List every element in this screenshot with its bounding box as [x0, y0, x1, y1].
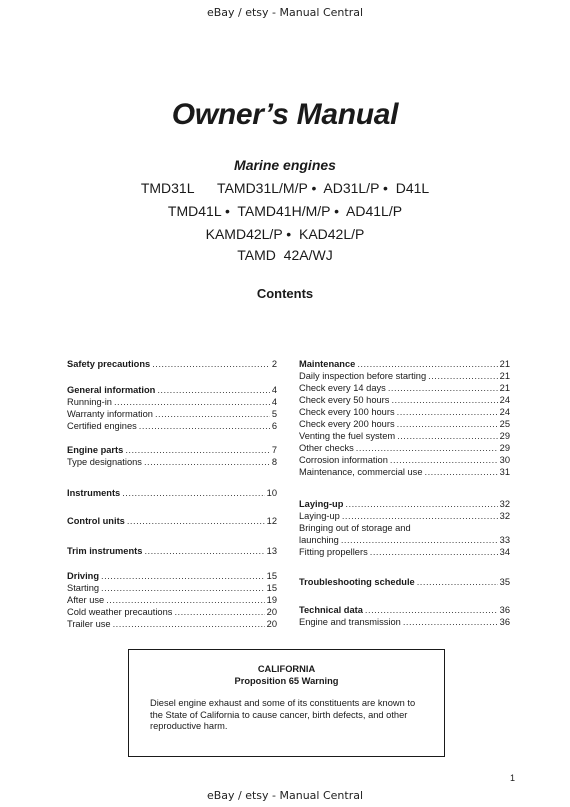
toc-entry-title: Maintenance, commercial use [299, 467, 423, 477]
toc-section-heading [67, 384, 277, 396]
toc-entry-title: Control units [67, 516, 125, 526]
toc-entry [67, 606, 277, 618]
toc-entry-title: Technical data [299, 605, 363, 615]
toc-leader-dots [391, 394, 497, 406]
toc-entry-title: Daily inspection before starting [299, 371, 427, 381]
toc-page-number: 32 [499, 499, 510, 509]
toc-entry-title: Corrosion information [299, 455, 388, 465]
model-line: KAMD42L/P • KAD42L/P [205, 226, 365, 242]
toc-entry [299, 522, 510, 534]
toc-entry-title: Troubleshooting schedule [299, 577, 415, 587]
toc-leader-dots [397, 406, 498, 418]
toc-page-number: 10 [266, 488, 277, 498]
toc-page-number: 20 [266, 619, 277, 629]
toc-section-heading [67, 515, 277, 527]
toc-entry-title: Instruments [67, 488, 121, 498]
toc-entry-title: Bringing out of storage and [299, 523, 411, 533]
toc-leader-dots [425, 466, 498, 478]
toc-page-number: 2 [271, 359, 277, 369]
toc-entry-title: Laying-up [299, 511, 340, 521]
toc-entry-title: Laying-up [299, 499, 344, 509]
toc-page-number: 36 [499, 617, 510, 627]
model-line: TAMD 42A/WJ [237, 247, 333, 263]
toc-page-number: 15 [266, 583, 277, 593]
toc-entry-title: Driving [67, 571, 100, 581]
toc-entry [299, 406, 510, 418]
toc-leader-dots [101, 582, 265, 594]
toc-leader-dots [403, 616, 498, 628]
toc-entry [299, 442, 510, 454]
toc-page-number: 32 [499, 511, 510, 521]
toc-leader-dots [125, 444, 270, 456]
watermark-bottom: eBay / etsy - Manual Central [206, 789, 364, 802]
toc-page-number: 13 [266, 546, 277, 556]
toc-entry-title: Maintenance [299, 359, 356, 369]
toc-section-heading [67, 358, 277, 370]
toc-entry [67, 456, 277, 468]
toc-entry [299, 394, 510, 406]
toc-leader-dots [397, 418, 498, 430]
toc-section-heading [67, 545, 277, 557]
toc-entry-title: Safety precautions [67, 359, 151, 369]
toc-entry-title: Engine and transmission [299, 617, 401, 627]
toc-leader-dots [174, 606, 264, 618]
toc-leader-dots [365, 604, 498, 616]
toc-leader-dots [144, 545, 264, 557]
toc-entry [67, 582, 277, 594]
toc-entry-title: Other checks [299, 443, 354, 453]
toc-entry-title: Starting [67, 583, 100, 593]
toc-leader-dots [388, 382, 498, 394]
toc-page-number: 24 [499, 407, 510, 417]
toc-leader-dots [428, 370, 498, 382]
toc-entry [299, 616, 510, 628]
toc-section-heading [299, 358, 510, 370]
toc-leader-dots [106, 594, 264, 606]
subtitle: Marine engines [234, 157, 336, 173]
toc-entry [67, 396, 277, 408]
toc-entry [299, 546, 510, 558]
toc-section-heading [299, 498, 510, 510]
toc-leader-dots [139, 420, 270, 432]
toc-entry [299, 454, 510, 466]
warning-subtitle: Proposition 65 Warning [234, 676, 339, 686]
toc-leader-dots [390, 454, 498, 466]
toc-leader-dots [417, 576, 498, 588]
toc-entry-title: Running-in [67, 397, 112, 407]
toc-page-number: 4 [271, 385, 277, 395]
warning-title: CALIFORNIA [257, 664, 316, 674]
toc-entry-title: Venting the fuel system [299, 431, 396, 441]
prop65-warning-box [128, 649, 445, 757]
page-number: 1 [510, 773, 516, 783]
toc-page-number: 21 [499, 359, 510, 369]
toc-entry-title: Check every 100 hours [299, 407, 395, 417]
toc-page-number: 24 [499, 395, 510, 405]
toc-entry-title: After use [67, 595, 105, 605]
model-line: TMD41L • TAMD41H/M/P • AD41L/P [167, 203, 403, 219]
toc-entry-title: Engine parts [67, 445, 124, 455]
toc-page-number: 34 [499, 547, 510, 557]
toc-page-number: 7 [271, 445, 277, 455]
toc-entry [299, 466, 510, 478]
toc-leader-dots [357, 358, 497, 370]
toc-leader-dots [370, 546, 498, 558]
toc-entry [299, 418, 510, 430]
toc-section-heading [67, 487, 277, 499]
contents-heading: Contents [256, 286, 314, 301]
toc-page-number: 12 [266, 516, 277, 526]
toc-section-heading [299, 604, 510, 616]
toc-leader-dots [144, 456, 270, 468]
toc-entry-title: Trailer use [67, 619, 111, 629]
toc-page-number: 31 [499, 467, 510, 477]
toc-page-number: 19 [266, 595, 277, 605]
toc-entry-title: Warranty information [67, 409, 153, 419]
toc-page-number: 36 [499, 605, 510, 615]
toc-entry [67, 618, 277, 630]
toc-entry-title: Trim instruments [67, 546, 143, 556]
toc-entry-title: Fitting propellers [299, 547, 368, 557]
toc-entry [67, 408, 277, 420]
toc-entry [67, 420, 277, 432]
toc-entry [299, 382, 510, 394]
toc-page-number: 15 [266, 571, 277, 581]
toc-page-number: 5 [271, 409, 277, 419]
toc-page-number: 21 [499, 383, 510, 393]
toc-section-heading [67, 570, 277, 582]
toc-entry-title: Type designations [67, 457, 142, 467]
toc-page-number: 35 [499, 577, 510, 587]
toc-page-number: 6 [271, 421, 277, 431]
toc-leader-dots [152, 358, 270, 370]
toc-leader-dots [155, 408, 270, 420]
watermark-top: eBay / etsy - Manual Central [206, 6, 364, 19]
model-line: TMD31L TAMD31L/M/P • AD31L/P • D41L [140, 180, 430, 196]
toc-entry [299, 370, 510, 382]
toc-entry-title: Cold weather precautions [67, 607, 173, 617]
toc-entry [299, 534, 510, 546]
toc-entry [299, 430, 510, 442]
toc-entry-title: Check every 14 days [299, 383, 386, 393]
toc-page-number: 20 [266, 607, 277, 617]
toc-leader-dots [127, 515, 265, 527]
toc-leader-dots [345, 498, 497, 510]
toc-leader-dots [397, 430, 498, 442]
toc-page-number: 33 [499, 535, 510, 545]
page-title: Owner’s Manual [171, 98, 399, 131]
toc-page-number: 8 [271, 457, 277, 467]
toc-leader-dots [113, 618, 265, 630]
toc-entry [299, 510, 510, 522]
toc-section-heading [67, 444, 277, 456]
toc-page-number: 21 [499, 371, 510, 381]
toc-page-number: 4 [271, 397, 277, 407]
toc-leader-dots [356, 442, 498, 454]
toc-leader-dots [101, 570, 265, 582]
toc-section-heading [299, 576, 510, 588]
toc-leader-dots [114, 396, 270, 408]
toc-page-number: 30 [499, 455, 510, 465]
toc-entry-title: launching [299, 535, 339, 545]
toc-entry-title: General information [67, 385, 156, 395]
toc-leader-dots [342, 510, 498, 522]
toc-entry-title: Certified engines [67, 421, 137, 431]
toc-page-number: 25 [499, 419, 510, 429]
toc-leader-dots [122, 487, 264, 499]
warning-body: Diesel engine exhaust and some of its constituents are known to the State of California to cause cancer, birth defects, and other reproductive harm. [150, 698, 416, 731]
toc-entry-title: Check every 200 hours [299, 419, 395, 429]
toc-leader-dots [341, 534, 498, 546]
toc-leader-dots [157, 384, 269, 396]
toc-entry [67, 594, 277, 606]
toc-page-number: 29 [499, 431, 510, 441]
toc-entry-title: Check every 50 hours [299, 395, 390, 405]
toc-page-number: 29 [499, 443, 510, 453]
